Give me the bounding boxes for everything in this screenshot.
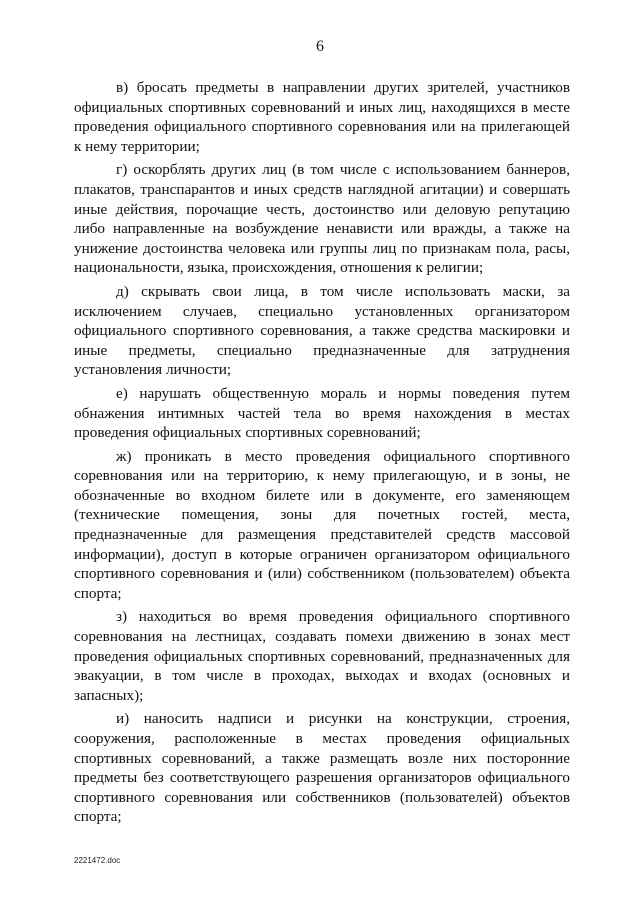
item-text: проникать в место проведения официального спортивного соревнования или на территорию, к нему прилегающую, и в зоны, не обозначенные во входном билете или в документе, его заменяющем (технические помещения, зоны для почетных гостей, места, предназначенные для размещения представителей средств массовой информации), доступ в которые ограничен организатором официального спортивного соревнования и (или) собственником (пользователем) объекта спорта;: [74, 447, 570, 602]
list-item-zh: [74, 447, 570, 604]
list-item-z: [74, 607, 570, 705]
item-marker: г): [116, 161, 128, 179]
item-text: нарушать общественную мораль и нормы поведения путем обнажения интимных частей тела во время нахождения в местах проведения официальных спортивных соревнований;: [74, 384, 571, 442]
item-marker: е): [116, 384, 128, 402]
item-text: находиться во время проведения официального спортивного соревнования на лестницах, создавать помехи движению в зонах мест проведения официальных спортивных соревнований, предназначенных для эвакуации, в том числе в проходах, выходах и входах (основных и запасных);: [74, 608, 570, 704]
document-file-code: 2221472.doc: [74, 856, 121, 865]
item-marker: з): [116, 608, 128, 626]
item-marker: д): [116, 282, 129, 300]
item-marker: в): [116, 79, 129, 96]
list-item-g: [74, 160, 570, 278]
list-item-v: [74, 78, 570, 156]
list-item-e: [74, 384, 570, 443]
item-text: наносить надписи и рисунки на конструкции, строения, сооружения, расположенные в местах проведения официальных спортивных соревнований, а также размещать возле них посторонние предметы без соответствующего разрешения организаторов официального спортивного соревнования или собственников (пользователей) объектов спорта;: [74, 710, 570, 826]
document-body: [74, 78, 570, 831]
item-marker: и): [116, 710, 130, 728]
page-number: 6: [316, 38, 324, 55]
item-marker: ж): [116, 447, 132, 465]
item-text: оскорблять других лиц (в том числе с использованием баннеров, плакатов, транспарантов и иных средств наглядной агитации) и совершать иные действия, порочащие честь, достоинство или деловую репутацию либо направленные на возбуждение ненависти или вражды, а также на унижение достоинства человека или группы лиц по признакам пола, расы, национальности, языка, происхождения, отношения к религии;: [74, 161, 570, 277]
item-text: скрывать свои лица, в том числе использовать маски, за исключением случаев, специально установленных организатором официального спортивного соревнования, а также средства маскировки и иные предметы, специально предназначенные для затруднения установления личности;: [74, 282, 571, 379]
list-item-i: [74, 709, 570, 827]
list-item-d: [74, 282, 570, 380]
item-text: бросать предметы в направлении других зрителей, участников официальных спортивных соревнований и иных лиц, находящихся в месте проведения официального спортивного соревнования или на прилегающей к нему территории;: [74, 79, 570, 155]
